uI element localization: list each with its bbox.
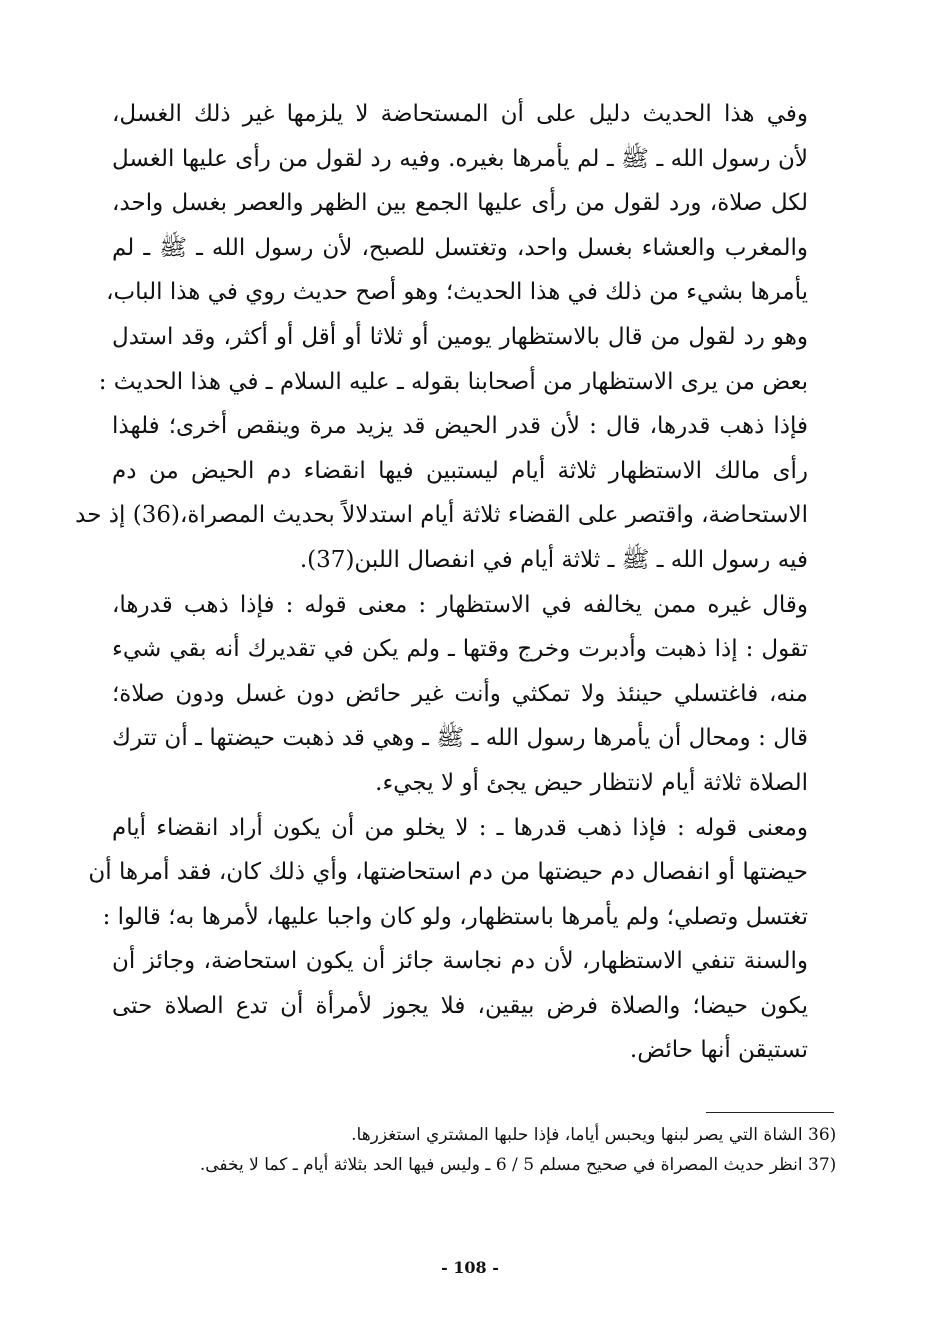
text-line: حيضتها أو انفصال دم حيضتها من دم استحاضتها، وأي ذلك كان، فقد أمرها أن	[88, 859, 808, 886]
text-line: فيه رسول الله ـ ﷺ ـ ثلاثة أيام في انفصال اللبن(37).	[299, 546, 808, 573]
paragraph-3	[88, 806, 838, 1074]
text-line: لأن رسول الله ـ ﷺ ـ لم يأمرها بغيره. وفيه رد لقول من رأى عليها الغسل	[112, 145, 808, 172]
footnote-text: الشاة التي يصر لبنها ويحبس أياما، فإذا حلبها المشتري استغزرها.	[351, 1125, 803, 1145]
paragraph-2	[112, 583, 838, 806]
text-line: قال : ومحال أن يأمرها رسول الله ـ ﷺ ـ وهي قد ذهبت حيضتها ـ أن تترك	[112, 725, 808, 752]
text-line: رأى مالك الاستظهار ثلاثة أيام ليستبين فيها انقضاء دم الحيض من دم	[112, 457, 808, 484]
text-line: والسنة تنفي الاستظهار، لأن دم نجاسة جائز أن يكون استحاضة، وجائز أن	[112, 948, 808, 975]
footnote-separator	[706, 1112, 834, 1113]
text-line: وفي هذا الحديث دليل على أن المستحاضة لا يلزمها غير ذلك الغسل،	[112, 101, 808, 127]
text-line: لكل صلاة، ورد لقول من رأى عليها الجمع بين الظهر والعصر بغسل واحد،	[112, 190, 808, 217]
footnote-number: 36)	[808, 1125, 837, 1145]
text-line: بعض من يرى الاستظهار من أصحابنا بقوله ـ عليه السلام ـ في هذا الحديث :	[98, 368, 808, 395]
text-line: يأمرها بشيء من ذلك في هذا الحديث؛ وهو أصح حديث روي في هذا الباب،	[106, 279, 808, 306]
page-number: - 108 -	[441, 1258, 499, 1277]
footnote-text: انظر حديث المصراة في صحيح مسلم 5 / 6 ـ وليس فيها الحد بثلاثة أيام ـ كما لا يخفى.	[199, 1155, 803, 1175]
text-line: تستيقن أنها حائض.	[629, 1037, 808, 1064]
text-line: وقال غيره ممن يخالفه في الاستظهار : معنى قوله : فإذا ذهب قدرها،	[112, 591, 808, 618]
footnotes	[112, 1120, 838, 1180]
text-line: يكون حيضا؛ والصلاة فرض بيقين، فلا يجوز لأمرأة أن تدع الصلاة حتى	[112, 992, 808, 1019]
text-line: تغتسل وتصلي؛ ولم يأمرها باستظهار، ولو كان واجبا عليها، لأمرها به؛ قالوا :	[102, 903, 808, 930]
paragraph-1	[75, 92, 838, 583]
footnote-number: 37)	[808, 1155, 837, 1175]
footnote-37	[112, 1150, 838, 1180]
text-line: وهو رد لقول من قال بالاستظهار يومين أو ثلاثا أو أقل أو أكثر، وقد استدل	[112, 323, 808, 350]
text-line: منه، فاغتسلي حينئذ ولا تمكثي وأنت غير حائض دون غسل ودون صلاة؛	[112, 680, 808, 707]
text-line: الصلاة ثلاثة أيام لانتظار حيض يجئ أو لا يجيء.	[375, 769, 808, 796]
text-line: فإذا ذهب قدرها، قال : لأن قدر الحيض قد يزيد مرة وينقص أخرى؛ فلهذا	[112, 413, 808, 440]
text-line: والمغرب والعشاء بغسل واحد، وتغتسل للصبح، لأن رسول الله ـ ﷺ ـ لم	[112, 234, 808, 261]
text-line: الاستحاضة، واقتصر على القضاء ثلاثة أيام استدلالاً بحديث المصراة،(36) إذ حد	[75, 502, 808, 529]
body-text	[75, 92, 838, 1073]
text-line: تقول : إذا ذهبت وأدبرت وخرج وقتها ـ ولم يكن في تقديرك أنه بقي شيء	[112, 636, 808, 663]
footnote-36	[112, 1120, 838, 1150]
text-line: ومعنى قوله : فإذا ذهب قدرها ـ : لا يخلو من أن يكون أراد انقضاء أيام	[112, 814, 808, 841]
